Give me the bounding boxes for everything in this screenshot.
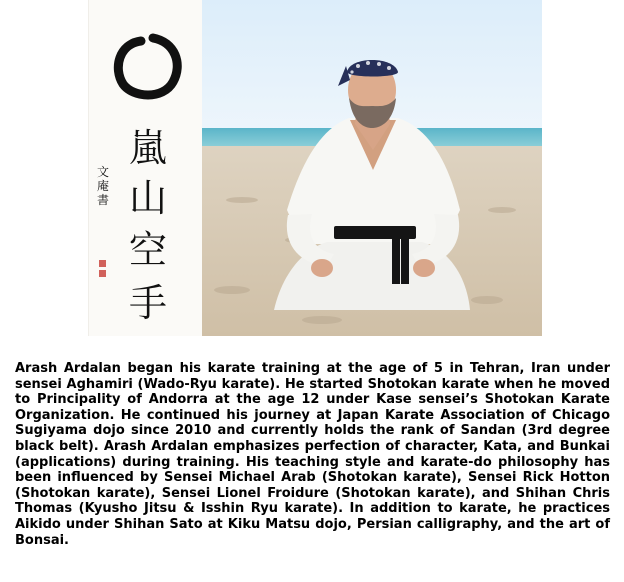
- calligraphy-character: 嵐: [129, 126, 168, 170]
- calligraphy-scroll-image: [88, 0, 204, 336]
- beach-portrait-photo: [202, 0, 542, 336]
- calligraphy-character: 手: [129, 281, 168, 325]
- calligraphy-signature: 文庵書: [97, 165, 110, 207]
- calligraphy-character: 空: [129, 228, 168, 272]
- calligraphy-character: 山: [129, 176, 168, 220]
- bio-paragraph: Arash Ardalan began his karate training at the age of 5 in Tehran, Iran under sensei Aghamiri (Wado-Ryu karate). He started Shotokan karate when he moved to Principality of Andorra at the age 12 under Kase sensei’s Shotokan Karate Organization. He continued his journey at Japan Karate Association of Chicago Sugiyama dojo since 2010 and currently holds the rank of Sandan (3rd degree black belt). Arash Ardalan emphasizes perfection of character, Kata, and Bunkai (applications) during training. His teaching style and karate-do philosophy has been influenced by Sensei Michael Arab (Shotokan karate), Sensei Rick Hotton (Shotokan karate), Sensei Lionel Froidure (Shotokan karate), and Shihan Chris Thomas (Kyusho Jitsu & Isshin Ryu karate). In addition to karate, he practices Aikido under Shihan Sato at Kiku Matsu dojo, Persian calligraphy, and the art of Bonsai.: [15, 361, 610, 548]
